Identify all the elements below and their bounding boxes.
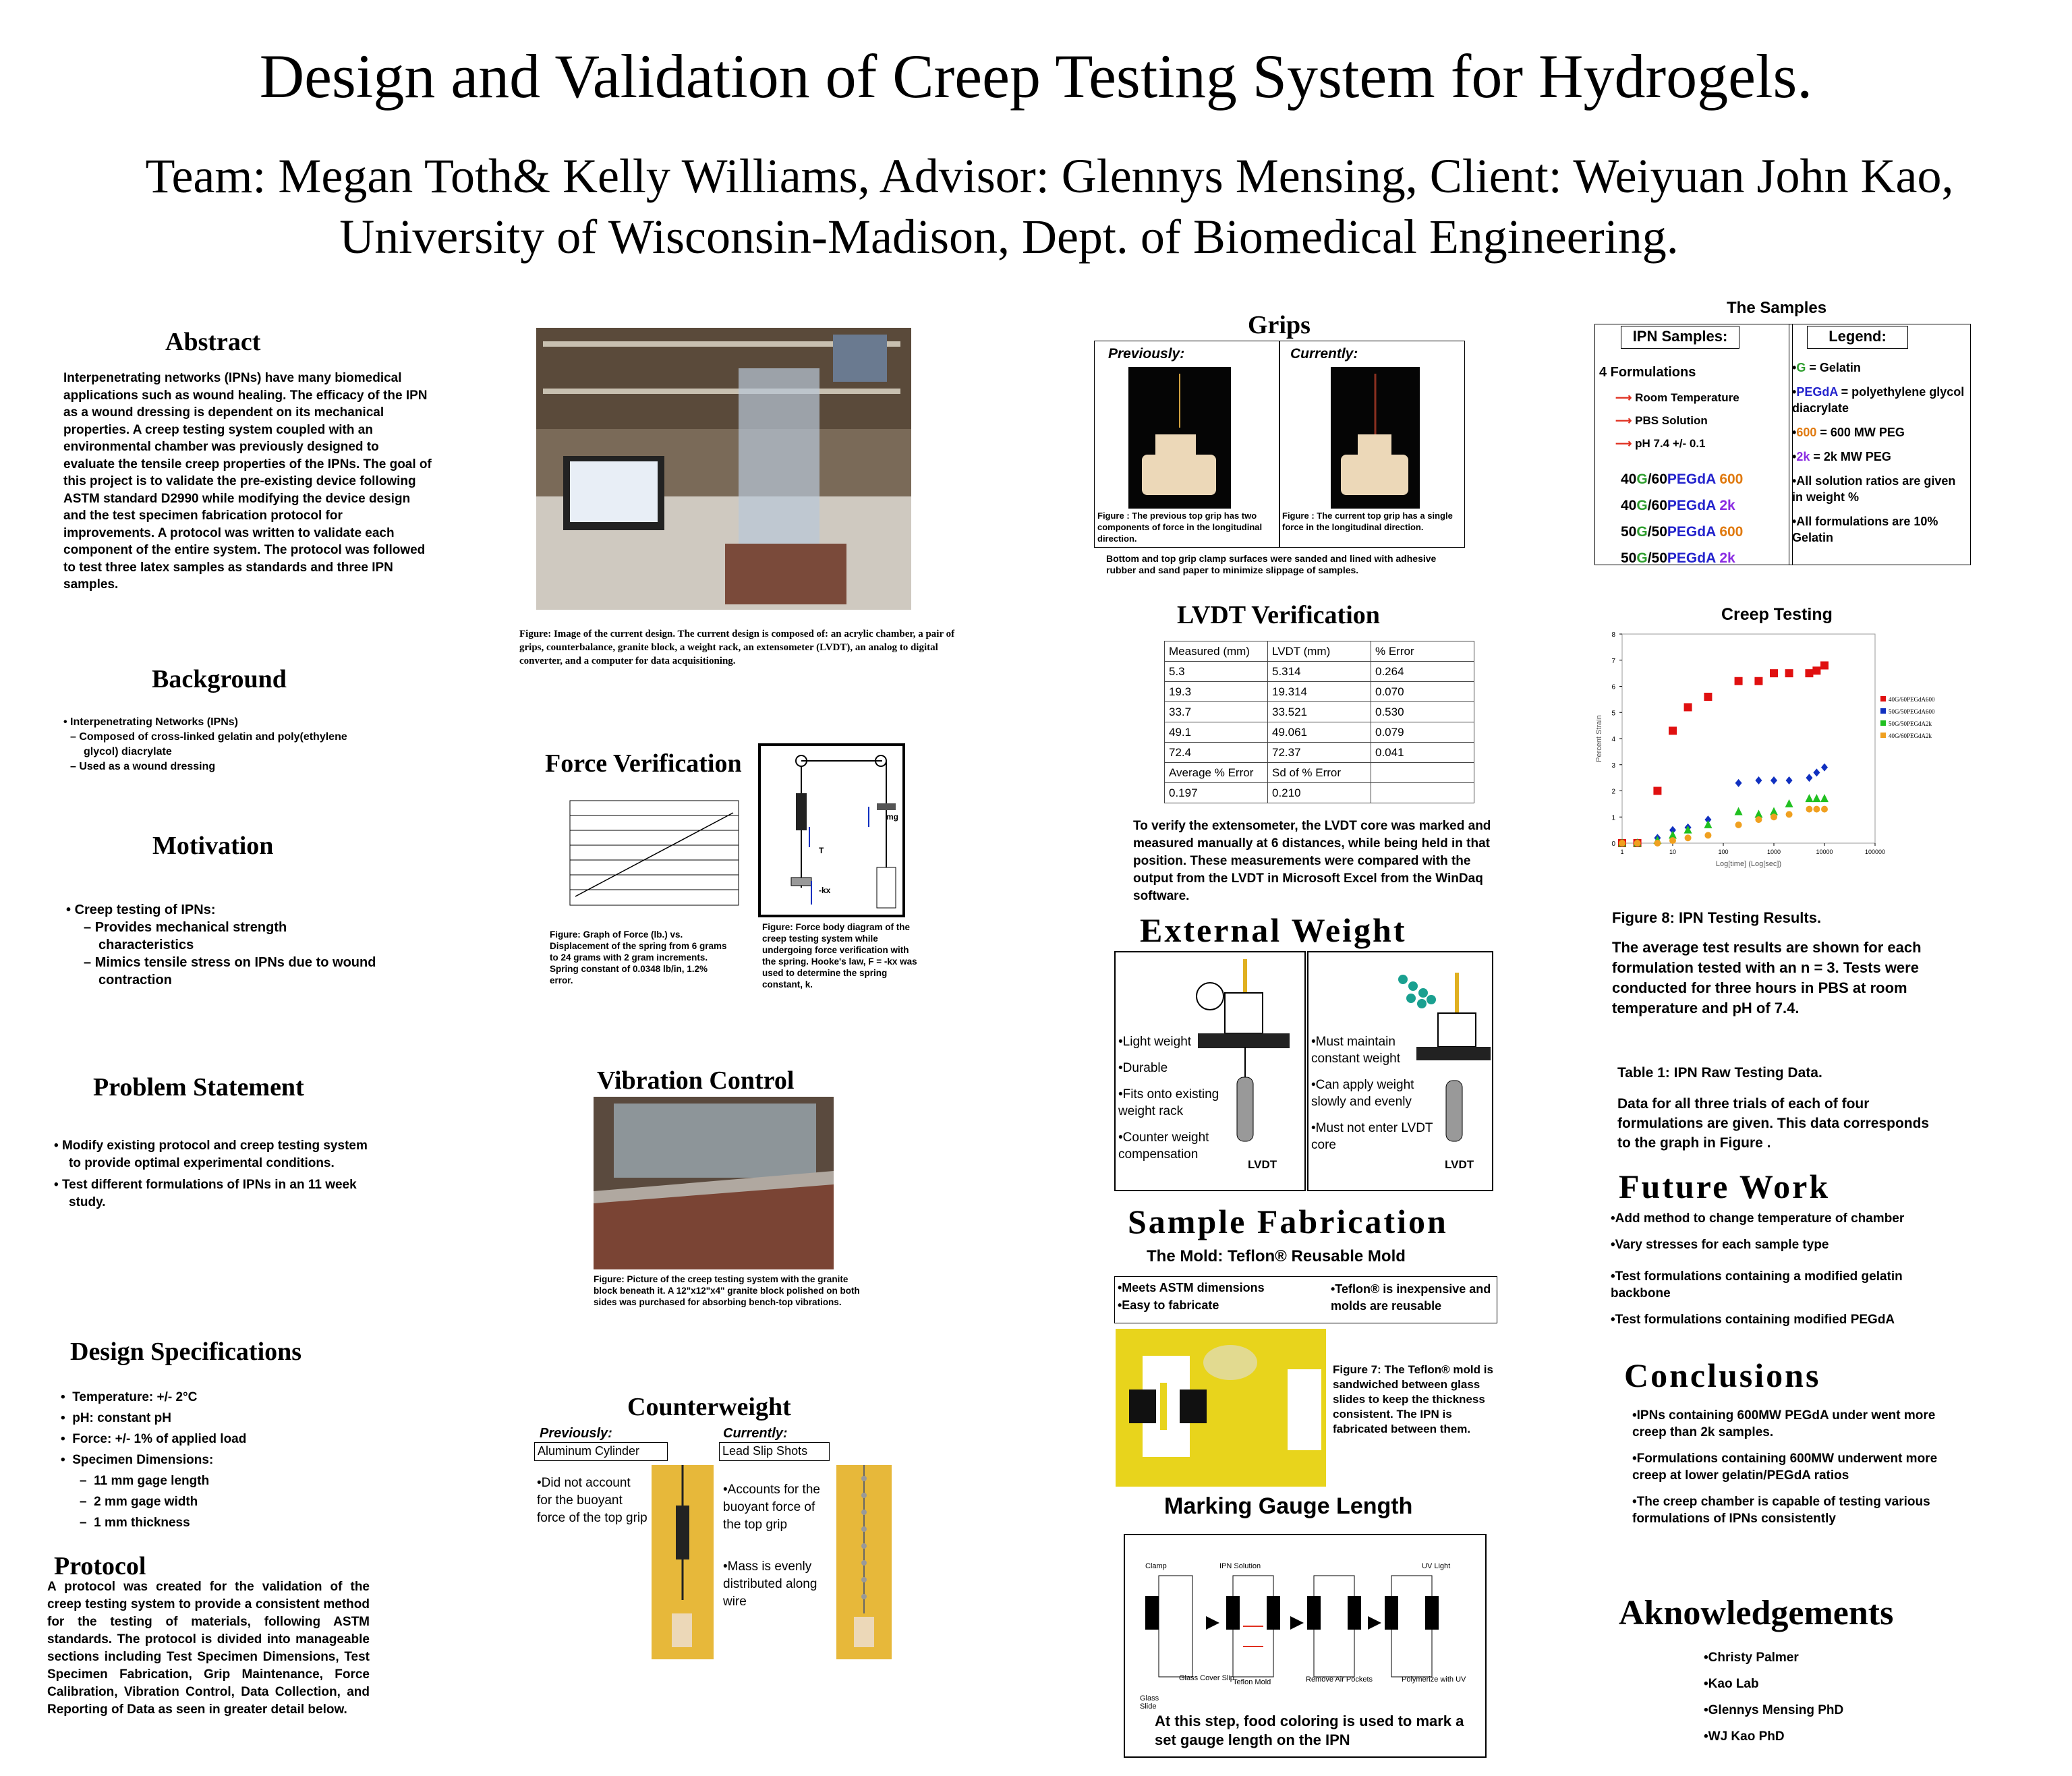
lvdt-cell: 33.7 — [1165, 702, 1268, 722]
legend-600: •600 = 600 MW PEG — [1792, 426, 1905, 439]
data-point — [1685, 834, 1692, 841]
grips-previous-box — [1094, 341, 1280, 548]
problem-item-2: • Test different formulations of IPNs in an 11 week study. — [54, 1178, 357, 1209]
lvdt-cell: 72.37 — [1268, 743, 1371, 763]
x-tick-label: 1000 — [1766, 849, 1781, 855]
current-grip-caption: Figure : The current top grip has a single force in the longitudinal direction. — [1282, 511, 1453, 532]
sample-fabrication-heading: Sample Fabrication — [1128, 1203, 1448, 1240]
data-point — [1805, 669, 1813, 677]
formulation-item: 40G/60PEGdA 600 — [1621, 471, 1744, 487]
data-point — [1786, 811, 1793, 818]
vibration-heading: Vibration Control — [597, 1066, 795, 1095]
data-point — [1770, 669, 1778, 677]
poster-title: Design and Validation of Creep Testing System for Hydrogels. — [259, 42, 1813, 111]
granite-block-illustration — [594, 1097, 834, 1269]
grips-note: Bottom and top grip clamp surfaces were sanded and lined with adhesive rubber and sand paper to minimize slippage of samples. — [1106, 553, 1437, 575]
legend-box — [1789, 324, 1971, 565]
spec-dim-2: – 2 mm gage width — [80, 1495, 198, 1509]
legend-note-2: •All formulations are 10% Gelatin — [1792, 515, 1938, 544]
acknowledgements-list — [1704, 1644, 1843, 1750]
arrow-icon: ⟶ — [1615, 391, 1632, 404]
marking-label: Clamp — [1145, 1562, 1167, 1570]
ack-item: •Glennys Mensing PhD — [1704, 1703, 1844, 1717]
legend-title: Legend: — [1807, 326, 1908, 349]
marking-label: UV Light — [1422, 1562, 1451, 1570]
legend-label: 40G/60PEGdA2k — [1889, 733, 1932, 739]
lvdt-heading: LVDT Verification — [1177, 601, 1380, 629]
y-axis-label: Percent Strain — [1595, 715, 1603, 762]
y-tick-label: 1 — [1611, 814, 1615, 822]
condition-1: ⟶ Room Temperature — [1615, 391, 1739, 404]
spec-ph: • pH: constant pH — [61, 1411, 171, 1425]
lead-shots-illustration — [836, 1465, 892, 1659]
lvdt-row — [1165, 722, 1474, 743]
current-design-photo — [536, 328, 911, 610]
fig8-text: The average test results are shown for each formulation tested with an n = 3. Tests were conducted for three hours in PBS at room temperature and pH of 7.4. — [1612, 939, 1922, 1016]
lvdt-cell: 49.1 — [1165, 722, 1268, 743]
legend-marker — [1880, 733, 1886, 738]
design-specs-list — [61, 1387, 384, 1533]
lvdt-cell: 0.210 — [1268, 783, 1371, 803]
lvdt-header-cell: LVDT (mm) — [1268, 641, 1371, 662]
background-sub-2: – Used as a wound dressing — [70, 761, 216, 772]
mold-left-1: •Meets ASTM dimensions — [1118, 1281, 1265, 1294]
protocol-text: A protocol was created for the validation of the creep testing system to provide a consistent method for the testing of materials, following ASTM standards. The protocol is divided into manageable sections including Test Specimen Dimensions, Test Specimen Fabrication, Grip Maintenance, Force Calibration, Vibration Control, Data Collection, and Reporting of Data as seen in greater detail below. — [47, 1580, 370, 1717]
marking-caption: At this step, food coloring is used to mark a set gauge length on the IPN — [1155, 1713, 1464, 1748]
data-point — [1806, 806, 1812, 813]
force-body-diagram — [758, 743, 905, 917]
conclusions-heading: Conclusions — [1624, 1356, 1821, 1394]
marking-heading: Marking Gauge Length — [1164, 1493, 1413, 1519]
abstract-text: Interpenetrating networks (IPNs) have many biomedical applications such as wound healing. The efficacy of the IPN as a wound dressing is dependent on its mechanical properties. A creep testing system coupled with an environmental chamber was previously designed to evaluate the tensile creep properties of the IPNs. The goal of this project is to validate the pre-existing device following ASTM standard D2990 while modifying the device design and the test specimen fabrication protocol for improvements. A protocol was written to validate each component of the entire system. The protocol was followed to test three latex samples as standards and three IPN samples. — [63, 371, 432, 592]
future-item: •Add method to change temperature of chamber — [1611, 1211, 1905, 1226]
ew-left-lvdt-label: LVDT — [1248, 1158, 1277, 1171]
ack-item: •WJ Kao PhD — [1704, 1729, 1785, 1744]
legend-2k: •2k = 2k MW PEG — [1792, 450, 1891, 463]
arrow-icon: ⟶ — [1615, 437, 1632, 450]
force-displacement-graph — [550, 780, 752, 929]
problem-heading: Problem Statement — [93, 1073, 304, 1101]
background-list — [63, 715, 374, 774]
marking-diagram-box — [1124, 1534, 1487, 1758]
conclusion-item: •IPNs containing 600MW PEGdA under went more creep than 2k samples. — [1632, 1408, 1936, 1439]
creep-testing-heading: Creep Testing — [1721, 605, 1833, 624]
data-point — [1755, 816, 1762, 823]
legend-marker — [1880, 720, 1886, 726]
grips-heading: Grips — [1248, 311, 1311, 339]
counterweight-curr-label: Currently: — [723, 1426, 788, 1441]
lvdt-row — [1165, 682, 1474, 702]
marking-label: Teflon Mold — [1233, 1678, 1271, 1686]
lead-slip-shots-label: Lead Slip Shots — [719, 1442, 830, 1461]
spec-dim-1: – 11 mm gage length — [80, 1474, 210, 1488]
x-tick-label: 100000 — [1864, 849, 1886, 855]
data-point — [1704, 693, 1712, 701]
y-tick-label: 6 — [1611, 683, 1615, 691]
lvdt-cell: 5.314 — [1268, 662, 1371, 682]
y-tick-label: 5 — [1611, 710, 1615, 718]
grips-curr-label: Currently: — [1290, 346, 1358, 362]
fbd-kx-label: -kx — [819, 886, 831, 895]
grips-current-box — [1279, 341, 1465, 548]
legend-label: 50G/50PEGdA600 — [1889, 708, 1935, 715]
mold-properties-box — [1114, 1276, 1497, 1323]
legend-marker — [1880, 708, 1886, 714]
ew-right-lvdt-label: LVDT — [1445, 1158, 1474, 1171]
lvdt-header-cell: Measured (mm) — [1165, 641, 1268, 662]
legend-label: 50G/50PEGdA2k — [1889, 720, 1932, 727]
formulation-item: 40G/60PEGdA 2k — [1621, 498, 1735, 513]
future-work-heading: Future Work — [1619, 1168, 1831, 1205]
lvdt-cell: 33.521 — [1268, 702, 1371, 722]
data-point — [1704, 832, 1711, 838]
data-point — [1785, 669, 1793, 677]
arrow-icon: ⟶ — [1615, 414, 1632, 427]
ew-right-item: •Must not enter LVDT core — [1311, 1121, 1433, 1152]
formulation-item: 50G/50PEGdA 2k — [1621, 550, 1735, 566]
ew-left-item: •Light weight — [1118, 1035, 1192, 1049]
ack-item: •Kao Lab — [1704, 1677, 1759, 1691]
fbd-mg-label: mg — [886, 812, 898, 822]
fbd-illustration — [761, 746, 902, 915]
lvdt-row — [1165, 662, 1474, 682]
previous-grip-caption: Figure : The previous top grip has two components of force in the longitudinal direction. — [1097, 511, 1263, 544]
x-axis-label: Log[time] (Log[sec]) — [1715, 860, 1782, 868]
mold-photo — [1116, 1329, 1326, 1487]
aluminum-cylinder-illustration — [652, 1465, 714, 1659]
fbd-caption: Figure: Force body diagram of the creep testing system while undergoing force verification with the spring. Hooke's law, F = -kx was used to determine the spring constant, k. — [762, 922, 917, 990]
external-weight-left-list — [1118, 1033, 1253, 1163]
lvdt-cell — [1371, 763, 1474, 783]
y-tick-label: 8 — [1611, 631, 1615, 639]
ew-left-item: •Fits onto existing weight rack — [1118, 1087, 1219, 1118]
lvdt-cell: 49.061 — [1268, 722, 1371, 743]
lvdt-cell — [1371, 783, 1474, 803]
y-tick-label: 4 — [1611, 736, 1615, 743]
data-point — [1669, 726, 1677, 735]
marking-label: Glass Cover Slip — [1179, 1674, 1234, 1682]
future-work-list — [1611, 1210, 1961, 1328]
x-tick-label: 100 — [1718, 849, 1729, 855]
ew-right-item: •Must maintain constant weight — [1311, 1035, 1401, 1066]
lvdt-cell: 19.314 — [1268, 682, 1371, 702]
conclusions-list — [1632, 1407, 1942, 1527]
table1-text: Data for all three trials of each of four formulations are given. This data corresponds to the graph in Figure . — [1617, 1096, 1930, 1151]
ack-item: •Christy Palmer — [1704, 1651, 1799, 1665]
counterweight-prev-text: •Did not account for the buoyant force of the top grip — [537, 1476, 648, 1525]
y-tick-label: 0 — [1611, 840, 1615, 848]
lvdt-cell: 5.3 — [1165, 662, 1268, 682]
data-point — [1813, 806, 1820, 813]
protocol-heading: Protocol — [54, 1552, 146, 1580]
external-weight-heading: External Weight — [1140, 911, 1407, 949]
aluminum-cylinder-label: Aluminum Cylinder — [534, 1442, 668, 1461]
data-point — [1820, 662, 1829, 670]
spec-dim-3: – 1 mm thickness — [80, 1516, 190, 1530]
fbd-t-label: T — [819, 846, 824, 855]
conclusion-item: •The creep chamber is capable of testing various formulations of IPNs consistently — [1632, 1495, 1930, 1526]
ipn-samples-title: IPN Samples: — [1621, 326, 1739, 349]
problem-item-1: • Modify existing protocol and creep testing system to provide optimal experimental conditions. — [54, 1139, 368, 1170]
problem-list — [53, 1137, 376, 1211]
mold-right: •Teflon® is inexpensive and molds are reusable — [1331, 1282, 1491, 1313]
data-point — [1684, 704, 1692, 712]
future-item: •Test formulations containing modified PEGdA — [1611, 1313, 1895, 1327]
counterweight-curr-text-1: •Accounts for the buoyant force of the top grip — [723, 1483, 820, 1532]
motivation-list — [66, 901, 383, 989]
lvdt-table — [1164, 641, 1474, 803]
motivation-sub-2: – Mimics tensile stress on IPNs due to wound contraction — [84, 955, 376, 987]
background-heading: Background — [152, 665, 287, 693]
spec-force: • Force: +/- 1% of applied load — [61, 1432, 247, 1446]
abstract-heading: Abstract — [165, 328, 261, 356]
lvdt-cell: 0.070 — [1371, 682, 1474, 702]
legend-marker — [1880, 696, 1886, 701]
vibration-photo — [594, 1097, 834, 1269]
motivation-sub-1: – Provides mechanical strength characteristics — [84, 920, 287, 952]
lvdt-cell: 19.3 — [1165, 682, 1268, 702]
fig7-caption: Figure 7: The Teflon® mold is sandwiched between glass slides to keep the thickness consistent. The IPN is fabricated between them. — [1333, 1363, 1493, 1435]
y-tick-label: 7 — [1611, 657, 1615, 665]
condition-3: ⟶ pH 7.4 +/- 0.1 — [1615, 437, 1706, 450]
marking-label: IPN Solution — [1219, 1562, 1261, 1570]
creep-testing-chart — [1592, 627, 1969, 877]
background-sub-1: – Composed of cross-linked gelatin and poly(ethylene glycol) diacrylate — [70, 731, 347, 757]
lvdt-cell: 0.079 — [1371, 722, 1474, 743]
data-point — [1634, 840, 1641, 847]
external-weight-left-box — [1114, 951, 1306, 1191]
counterweight-prev-label: Previously: — [540, 1426, 612, 1441]
legend-items — [1792, 360, 1969, 546]
marking-label: Remove Air Pockets — [1306, 1675, 1373, 1684]
previous-grip-photo — [1128, 367, 1231, 509]
legend-label: 40G/60PEGdA600 — [1889, 696, 1935, 703]
lvdt-summary-header-row — [1165, 763, 1474, 783]
lvdt-row — [1165, 743, 1474, 763]
team-line-1: Team: Megan Toth& Kelly Williams, Advisor: Glennys Mensing, Client: Weiyuan John Kao, — [145, 149, 1954, 203]
legend-pegda: •PEGdA = polyethylene glycol diacrylate — [1792, 385, 1965, 415]
lvdt-text: To verify the extensometer, the LVDT core was marked and measured manually at 6 distances, while being held in that position. These measurements were compared with the output from the LVDT in Microsoft Excel from the WinDaq software. — [1133, 819, 1491, 903]
future-item: •Test formulations containing a modified gelatin backbone — [1611, 1269, 1903, 1300]
lvdt-cell: 0.264 — [1371, 662, 1474, 682]
data-point — [1754, 677, 1762, 685]
ew-left-item: •Durable — [1118, 1061, 1168, 1075]
mold-left-2: •Easy to fabricate — [1118, 1298, 1219, 1312]
ew-left-item: •Counter weight compensation — [1118, 1130, 1209, 1162]
lvdt-row — [1165, 702, 1474, 722]
mold-illustration — [1116, 1329, 1326, 1487]
spec-dimensions: • Specimen Dimensions: — [61, 1453, 214, 1467]
lvdt-cell: Sd of % Error — [1268, 763, 1371, 783]
conclusion-item: •Formulations containing 600MW underwent more creep at lower gelatin/PEGdA ratios — [1632, 1452, 1938, 1483]
data-point — [1653, 787, 1661, 795]
spec-temperature: • Temperature: +/- 2°C — [61, 1390, 198, 1404]
x-tick-label: 10 — [1669, 849, 1677, 855]
external-weight-right-box — [1307, 951, 1493, 1191]
current-grip-photo — [1331, 367, 1420, 509]
lvdt-cell: 0.530 — [1371, 702, 1474, 722]
lvdt-header-row — [1165, 641, 1474, 662]
marking-label: Polymerize with UV — [1402, 1675, 1466, 1684]
legend-note-1: •All solution ratios are given in weight % — [1792, 474, 1956, 504]
mold-title: The Mold: Teflon® Reusable Mold — [1147, 1247, 1406, 1265]
current-design-caption: Figure: Image of the current design. The current design is composed of: an acrylic chamber, a pair of grips, counterbalance, granite block, a weight rack, an extensometer (LVDT), an analog to digital converter, and a computer for data acquisitioning. — [519, 629, 955, 666]
data-point — [1735, 677, 1743, 685]
lead-shots-photo — [836, 1465, 892, 1659]
counterweight-curr-text-2: •Mass is evenly distributed along wire — [723, 1559, 817, 1609]
previous-grip-illustration — [1128, 367, 1231, 509]
formulation-item: 50G/50PEGdA 600 — [1621, 524, 1744, 540]
lvdt-cell: 0.041 — [1371, 743, 1474, 763]
current-grip-illustration — [1331, 367, 1420, 509]
y-tick-label: 2 — [1611, 788, 1615, 796]
motivation-item: • Creep testing of IPNs: — [66, 903, 216, 917]
fig8-title: Figure 8: IPN Testing Results. — [1612, 909, 1822, 926]
legend-gelatin: •G = Gelatin — [1792, 361, 1861, 374]
background-item: • Interpenetrating Networks (IPNs) — [63, 716, 238, 728]
samples-heading: The Samples — [1727, 299, 1827, 317]
grips-prev-label: Previously: — [1108, 346, 1185, 362]
aluminum-cylinder-photo — [652, 1465, 714, 1659]
data-point — [1669, 837, 1676, 844]
counterweight-heading: Counterweight — [627, 1393, 791, 1421]
force-graph-caption: Figure: Graph of Force (lb.) vs. Displacement of the spring from 6 grams to 24 grams with 2 gram increments. Spring constant of 0.0348 lb/in, 1.2% error. — [550, 929, 727, 985]
force-verification-heading: Force Verification — [545, 749, 742, 778]
lvdt-summary-row — [1165, 783, 1474, 803]
data-point — [1821, 806, 1828, 813]
motivation-heading: Motivation — [152, 832, 274, 860]
condition-2: ⟶ PBS Solution — [1615, 414, 1708, 427]
external-weight-right-list — [1311, 1033, 1446, 1153]
data-point — [1619, 840, 1625, 847]
marking-label: Glass Slide — [1140, 1694, 1159, 1711]
data-point — [1771, 813, 1777, 820]
ew-right-item: •Can apply weight slowly and evenly — [1311, 1078, 1414, 1109]
data-point — [1812, 666, 1820, 675]
lvdt-cell: 72.4 — [1165, 743, 1268, 763]
formulations-count: 4 Formulations — [1599, 365, 1696, 380]
lvdt-cell: 0.197 — [1165, 783, 1268, 803]
x-tick-label: 1 — [1620, 849, 1624, 855]
table1-title: Table 1: IPN Raw Testing Data. — [1617, 1065, 1822, 1081]
design-specs-heading: Design Specifications — [70, 1338, 302, 1366]
data-point — [1654, 840, 1661, 847]
data-point — [1735, 822, 1742, 828]
future-item: •Vary stresses for each sample type — [1611, 1238, 1829, 1252]
formulation-list — [1621, 466, 1743, 571]
plot-area — [1622, 634, 1875, 843]
x-tick-label: 10000 — [1816, 849, 1833, 855]
team-line-2: University of Wisconsin-Madison, Dept. of Biomedical Engineering. — [339, 210, 1679, 264]
samples-box — [1594, 324, 1793, 565]
acknowledgements-heading: Aknowledgements — [1619, 1594, 1894, 1632]
lvdt-header-cell: % Error — [1371, 641, 1474, 662]
y-tick-label: 3 — [1611, 762, 1615, 770]
lab-photo-illustration — [536, 328, 911, 610]
lvdt-cell: Average % Error — [1165, 763, 1268, 783]
vibration-caption: Figure: Picture of the creep testing system with the granite block beneath it. A 12"x12"x4" granite block polished on both sides was purchased for absorbing bench-top vibrations. — [594, 1274, 860, 1307]
